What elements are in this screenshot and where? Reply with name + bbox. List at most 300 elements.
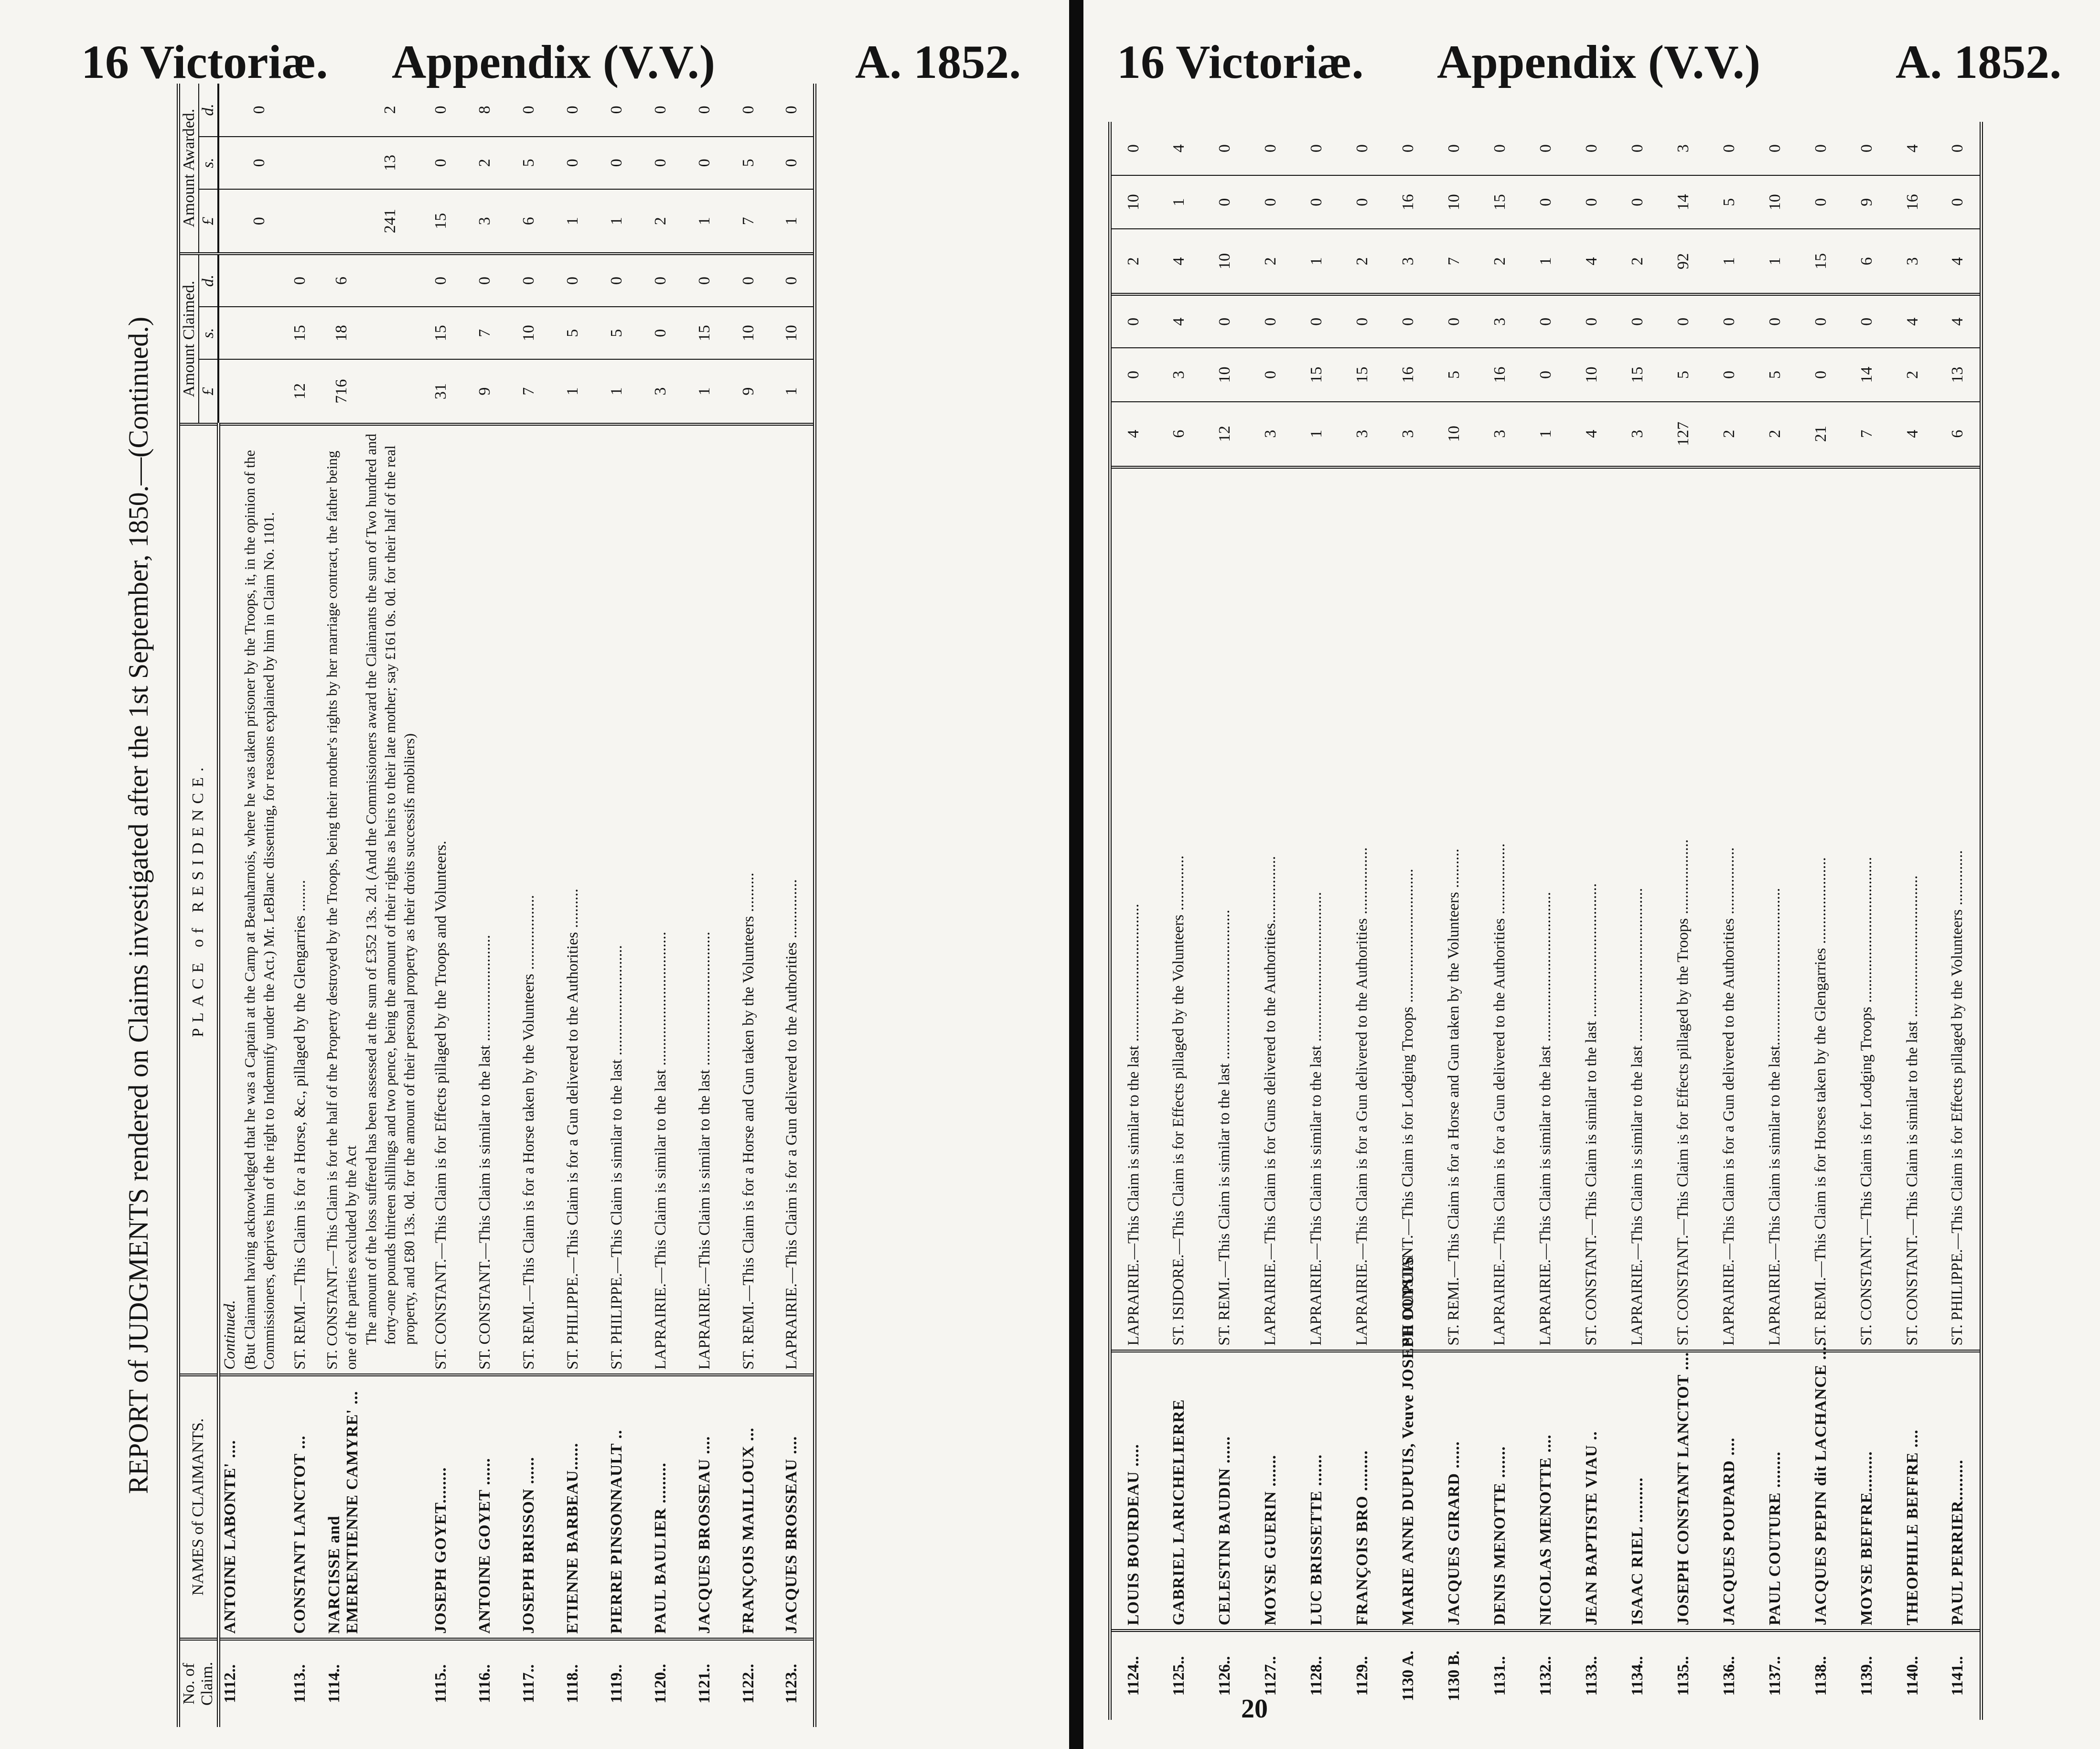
claim-number: 1113..: [279, 1639, 321, 1727]
awarded-pounds: 7: [1431, 229, 1477, 294]
claimed-pounds: 12: [1202, 402, 1248, 467]
awarded-pence: 0: [1720, 144, 1738, 153]
claimed-pence: 0: [279, 254, 321, 307]
col-header-place: PLACE of RESIDENCE.: [179, 424, 219, 1375]
residence: ST. REMI.—This Claim is for a Horse, &c., pillaged by the Glengarries ........: [279, 424, 321, 1375]
table-row: [1844, 122, 1890, 1720]
table-row: [1248, 122, 1294, 1720]
claimed-shillings: 15: [419, 307, 463, 360]
awarded-pence: 4: [1903, 144, 1921, 153]
claimed-pence: 0: [1385, 294, 1431, 348]
awarded-pounds: 1: [1294, 229, 1339, 294]
claim-number: 1122..: [727, 1639, 771, 1727]
awarded-pounds: 10: [1202, 229, 1248, 294]
awarded-shillings: 5: [507, 137, 551, 190]
claimed-pounds: 7: [1844, 402, 1890, 467]
claim-note: The amount of the loss suffered has been assessed at the sum of £352 13s. 2d. (And the Commissioners award the Claimants the sum of Two hundred and forty-one pounds thirteen shillings and two pence, being the amount of their rights as heirs to their late mother; say £161 0s. 0d. for their half of the real property, and £80 13s. 0d. for the amount of their personal property as their droits successifs mobiliers): [362, 424, 419, 1375]
table-row: [1202, 122, 1248, 1720]
claimed-pence: 0: [1798, 294, 1844, 348]
awarded-pence: 0: [1399, 144, 1417, 153]
claim-number: 1135..: [1661, 1631, 1706, 1720]
table-row: [218, 84, 240, 1727]
claim-number: 1118..: [551, 1639, 595, 1727]
awarded-pounds: 2: [639, 189, 683, 254]
claimed-pence: 0: [1615, 294, 1661, 348]
claimant-name: JOSEPH GOYET........: [419, 1375, 463, 1639]
awarded-pounds: 1: [771, 189, 814, 254]
claim-number: 1116..: [463, 1639, 507, 1727]
awarded-shillings: 5: [1706, 175, 1752, 229]
awarded-shillings: 0: [1339, 175, 1385, 229]
claimant-name: JOSEPH CONSTANT LANCTOT ....: [1661, 1351, 1706, 1631]
claimant-name: JACQUES BROSSEAU ....: [771, 1375, 814, 1639]
awarded-pence: 0: [608, 106, 625, 114]
awarded-shillings: 0: [639, 137, 683, 190]
awarded-pence: 3: [1674, 144, 1692, 153]
claimed-pence: 0: [1431, 294, 1477, 348]
claimant-name: GABRIEL LARICHELIERRE: [1156, 1351, 1202, 1631]
awarded-shillings: 0: [1294, 175, 1339, 229]
claimed-pence: 0: [595, 254, 639, 307]
awarded-pence: 0: [1766, 144, 1784, 153]
claim-number: 1141..: [1936, 1631, 1982, 1720]
awarded-pence: 0: [250, 106, 268, 114]
claim-number: 1139..: [1844, 1631, 1890, 1720]
claimed-shillings: 18: [321, 307, 362, 360]
claimant-name: ETIENNE BARBEAU......: [551, 1375, 595, 1639]
residence: LAPRAIRIE.—This Claim is for a Gun delivered to the Authorities ...............: [771, 424, 814, 1375]
awarded-shillings: 15: [1477, 175, 1523, 229]
page-number: 20: [1241, 1694, 1268, 1724]
awarded-pence: 0: [1307, 144, 1325, 153]
awarded-pence: 0: [1261, 144, 1279, 153]
claimed-pence: 3: [1477, 294, 1523, 348]
claimed-shillings: 5: [1752, 348, 1798, 401]
claimant-name: ISAAC RIEL ..........: [1615, 1351, 1661, 1631]
claimed-pence: 0: [639, 254, 683, 307]
claimed-pence: 0: [1523, 294, 1569, 348]
awarded-shillings: 2: [463, 137, 507, 190]
awarded-pounds: 3: [1890, 229, 1936, 294]
claimant-name: JEAN BAPTISTE VIAU ..: [1569, 1351, 1615, 1631]
col-header-no: No. of Claim.: [179, 1639, 219, 1727]
table-row: [1385, 122, 1431, 1720]
awarded-shillings: 0: [1569, 175, 1615, 229]
claim-number: 1140..: [1890, 1631, 1936, 1720]
claim-number: 1128..: [1294, 1631, 1339, 1720]
claimant-name: JOSEPH BRISSON ......: [507, 1375, 551, 1639]
claimed-pounds: 1: [1294, 402, 1339, 467]
awarded-pounds: 15: [1798, 229, 1844, 294]
table-row: [419, 84, 463, 1727]
claim-number: 1134..: [1615, 1631, 1661, 1720]
table-row-note: [240, 84, 279, 1727]
claims-table-continued: [1108, 122, 1983, 1720]
claimed-pounds: 3: [1248, 402, 1294, 467]
claimed-pence: 6: [321, 254, 362, 307]
claim-number: 1124..: [1110, 1631, 1156, 1720]
residence: ST. CONSTANT.—This Claim is for Effects pillaged by the Troops ...................: [1661, 467, 1706, 1351]
col-header-claimed: Amount Claimed.: [179, 254, 199, 424]
claim-number: 1114..: [321, 1639, 362, 1727]
col-header-names: NAMES of CLAIMANTS.: [179, 1375, 219, 1639]
residence: LAPRAIRIE.—This Claim is for a Gun delivered to the Authorities .................: [1706, 467, 1752, 1351]
awarded-shillings: 0: [771, 137, 814, 190]
claimed-shillings: 0: [1798, 348, 1844, 401]
judgments-table-left: [100, 84, 1029, 1727]
awarded-pence: 2: [381, 106, 399, 114]
awarded-pence: 4: [1169, 144, 1188, 153]
claim-number: 1129..: [1339, 1631, 1385, 1720]
residence: ST. CONSTANT.—This Claim is for Effects pillaged by the Troops and Volunteers.: [419, 424, 463, 1375]
claimant-name: PAUL PERRIER.........: [1936, 1351, 1982, 1631]
table-row: [1706, 122, 1752, 1720]
claimed-shillings: 5: [551, 307, 595, 360]
residence: ST. PHILIPPE.—This Claim is similar to the last ............................: [595, 424, 639, 1375]
claim-note: (But Claimant having acknowledged that he was a Captain at the Camp at Beauharnois, where he was taken prisoner by the Troops, it, in the opinion of the Commissioners, deprives him of the right to Indemnify under the Act.) Mr. LeBlanc dissenting, for reasons explained by him in Claim No. 1101.: [240, 424, 279, 1375]
claim-number: 1137..: [1752, 1631, 1798, 1720]
claimed-shillings: 10: [727, 307, 771, 360]
unit-shillings: s.: [199, 137, 218, 190]
residence: LAPRAIRIE.—This Claim is similar to the last ..................................: [683, 424, 727, 1375]
awarded-pounds: 6: [507, 189, 551, 254]
awarded-pounds: 7: [727, 189, 771, 254]
claimant-name: LOUIS BOURDEAU .....: [1110, 1351, 1156, 1631]
claimed-pounds: 9: [463, 359, 507, 424]
header-year: A. 1852.: [1896, 35, 2062, 88]
awarded-pence: 0: [1948, 144, 1966, 153]
awarded-pounds: 2: [1615, 229, 1661, 294]
residence: Continued.: [218, 424, 240, 1375]
table-row: [595, 84, 639, 1727]
claimed-pounds: 21: [1798, 402, 1844, 467]
claim-number: 1123..: [771, 1639, 814, 1727]
claimed-shillings: 13: [1936, 348, 1982, 401]
claimed-pence: 0: [683, 254, 727, 307]
claimed-shillings: 0: [1110, 348, 1156, 401]
awarded-pence: 0: [652, 106, 669, 114]
table-row: [1477, 122, 1523, 1720]
claim-number: 1119..: [595, 1639, 639, 1727]
claimant-name: PIERRE PINSONNAULT ..: [595, 1375, 639, 1639]
unit-pounds: £: [199, 189, 218, 254]
residence: LAPRAIRIE.—This Claim is for a Gun delivered to the Authorities ..................: [1477, 467, 1523, 1351]
awarded-pence: 0: [1582, 144, 1600, 153]
claimed-pounds: 1: [1523, 402, 1569, 467]
table-row: [463, 84, 507, 1727]
claimed-pounds: 716: [321, 359, 362, 424]
claimed-shillings: 3: [1156, 348, 1202, 401]
awarded-shillings: 16: [1385, 175, 1431, 229]
claim-number: 1138..: [1798, 1631, 1844, 1720]
claim-number: 1125..: [1156, 1631, 1202, 1720]
claimed-pounds: 3: [1615, 402, 1661, 467]
claim-number: 1130 A.: [1385, 1631, 1431, 1720]
residence: ST. CONSTANT.—This Claim is for the half of the Property destroyed by the Troops, being their mother's rights by her marriage contract, the father being one of the parties excluded by the Act: [321, 424, 362, 1375]
awarded-pence: 0: [1857, 144, 1875, 153]
claimant-name: MOYSE BEFFRE.........: [1844, 1351, 1890, 1631]
claim-number: 1127..: [1248, 1631, 1294, 1720]
claimed-pounds: 4: [1890, 402, 1936, 467]
claim-number: 1115..: [419, 1639, 463, 1727]
claim-number: 1131..: [1477, 1631, 1523, 1720]
awarded-pounds: 2: [1248, 229, 1294, 294]
residence: LAPRAIRIE.—This Claim is for Guns delivered to the Authorities.................: [1248, 467, 1294, 1351]
claimed-pence: 4: [1936, 294, 1982, 348]
residence: LAPRAIRIE.—This Claim is similar to the last ..................................: [639, 424, 683, 1375]
claimant-name: NARCISSE and EMERENTIENNE CAMYRE' ...: [321, 1375, 362, 1639]
claimed-shillings: 7: [463, 307, 507, 360]
claimed-pence: 0: [1661, 294, 1706, 348]
residence: ST. CONSTANT.—This Claim is similar to the last ....................................: [1890, 467, 1936, 1351]
claimed-pounds: 127: [1661, 402, 1706, 467]
residence: ST. CONSTANT.—This Claim is for Lodging Troops .....................................: [1844, 467, 1890, 1351]
claimed-shillings: 14: [1844, 348, 1890, 401]
claimed-pence: 0: [1294, 294, 1339, 348]
residence: ST. CONSTANT.—This Claim is similar to the last ...........................: [463, 424, 507, 1375]
unit-pounds: £: [199, 359, 218, 424]
awarded-shillings: 9: [1844, 175, 1890, 229]
awarded-pence: 0: [1353, 144, 1371, 153]
claim-number: 1133..: [1569, 1631, 1615, 1720]
table-row: [727, 84, 771, 1727]
claimant-name: THEOPHILE BEFFRE ....: [1890, 1351, 1936, 1631]
claimant-name: PAUL BAULIER .........: [639, 1375, 683, 1639]
claimed-pence: 0: [1569, 294, 1615, 348]
claimant-name: ANTOINE LABONTE' ....: [218, 1375, 240, 1639]
header-appendix: Appendix (V.V.): [1437, 35, 1761, 88]
col-header-awarded: Amount Awarded.: [179, 84, 199, 254]
awarded-pounds: 92: [1661, 229, 1706, 294]
claimed-shillings: 0: [1248, 348, 1294, 401]
claimed-pounds: 3: [1339, 402, 1385, 467]
awarded-shillings: 0: [551, 137, 595, 190]
table-row: [683, 84, 727, 1727]
claimed-shillings: 10: [771, 307, 814, 360]
awarded-pence: 0: [1628, 144, 1646, 153]
residence: ST. ISIDORE.—This Claim is for Effects pillaged by the Volunteers ..............: [1156, 467, 1202, 1351]
claimed-pounds: 1: [551, 359, 595, 424]
claimed-shillings: 15: [1615, 348, 1661, 401]
awarded-shillings: 10: [1431, 175, 1477, 229]
claimant-name: JACQUES GIRARD ......: [1431, 1351, 1477, 1631]
report-title: REPORT of JUDGMENTS rendered on Claims investigated after the 1st September, 1850.—(Continued.): [123, 316, 154, 1494]
awarded-pounds: 4: [1936, 229, 1982, 294]
claimed-shillings: 2: [1890, 348, 1936, 401]
claim-number: 1130 B.: [1431, 1631, 1477, 1720]
awarded-pounds: 1: [1752, 229, 1798, 294]
claimed-shillings: 5: [1431, 348, 1477, 401]
claimed-pounds: 4: [1110, 402, 1156, 467]
claimed-pence: 4: [1890, 294, 1936, 348]
awarded-pence: 0: [564, 106, 581, 114]
table-row: [1661, 122, 1706, 1720]
claim-number: 1120..: [639, 1639, 683, 1727]
claimant-name: FRANÇOIS BRO .........: [1339, 1351, 1385, 1631]
awarded-shillings: 0: [240, 137, 279, 190]
claimant-name: CELESTIN BAUDIN ......: [1202, 1351, 1248, 1631]
claimed-shillings: 10: [1202, 348, 1248, 401]
awarded-pounds: 4: [1156, 229, 1202, 294]
claimed-pence: 0: [463, 254, 507, 307]
claimed-shillings: 0: [1523, 348, 1569, 401]
claimed-shillings: 5: [1661, 348, 1706, 401]
claimed-pounds: 3: [639, 359, 683, 424]
header-session: 16 Victoriæ.: [81, 35, 328, 88]
awarded-pounds: 1: [551, 189, 595, 254]
claimed-pence: 0: [771, 254, 814, 307]
claimed-pounds: 12: [279, 359, 321, 424]
claimed-shillings: 16: [1477, 348, 1523, 401]
claimed-pence: 0: [1248, 294, 1294, 348]
awarded-pounds: 1: [595, 189, 639, 254]
awarded-shillings: 0: [1523, 175, 1569, 229]
table-row: [1936, 122, 1982, 1720]
awarded-pounds: 1: [683, 189, 727, 254]
awarded-pounds: 1: [1706, 229, 1752, 294]
claimed-pence: 0: [1110, 294, 1156, 348]
claim-number: 1121..: [683, 1639, 727, 1727]
header-appendix: Appendix (V.V.): [392, 35, 716, 88]
table-row: [771, 84, 814, 1727]
table-row: [507, 84, 551, 1727]
claimed-pence: 0: [507, 254, 551, 307]
awarded-pounds: 2: [1110, 229, 1156, 294]
claimed-pence: 0: [1706, 294, 1752, 348]
table-row-note: [362, 84, 419, 1727]
awarded-pounds: 241: [362, 189, 419, 254]
table-row: [1615, 122, 1661, 1720]
awarded-shillings: 14: [1661, 175, 1706, 229]
awarded-pence: 0: [1536, 144, 1554, 153]
claimant-name: NICOLAS MENOTTE ....: [1523, 1351, 1569, 1631]
awarded-pounds: 3: [1385, 229, 1431, 294]
claimed-pounds: 1: [595, 359, 639, 424]
claimed-pounds: 2: [1706, 402, 1752, 467]
residence: LAPRAIRIE.—This Claim is similar to the last ......................................: [1294, 467, 1339, 1351]
claimant-name: CONSTANT LANCTOT ...: [279, 1375, 321, 1639]
claimed-pounds: 6: [1936, 402, 1982, 467]
residence: ST. REMI.—This Claim is for a Horse taken by the Volunteers ...................: [507, 424, 551, 1375]
unit-shillings: s.: [199, 307, 218, 360]
claim-number: 1132..: [1523, 1631, 1569, 1720]
awarded-pence: 0: [1811, 144, 1830, 153]
table-row: [551, 84, 595, 1727]
claimed-shillings: 10: [1569, 348, 1615, 401]
awarded-shillings: 0: [683, 137, 727, 190]
awarded-pounds: 2: [1477, 229, 1523, 294]
claimed-shillings: 0: [639, 307, 683, 360]
awarded-shillings: 5: [727, 137, 771, 190]
awarded-pounds: 6: [1844, 229, 1890, 294]
claimed-shillings: 0: [1706, 348, 1752, 401]
claimed-pounds: 4: [1569, 402, 1615, 467]
table-row: [279, 84, 321, 1727]
residence: ST. REMI.—This Claim is for Horses taken by the Glengarries ......................: [1798, 467, 1844, 1351]
table-row: [1752, 122, 1798, 1720]
residence: ST. REMI.—This Claim is for a Horse and Gun taken by the Volunteers ..........: [727, 424, 771, 1375]
header-year: A. 1852.: [855, 35, 1021, 88]
unit-pence: d.: [199, 84, 218, 137]
residence: ST. PHILIPPE.—This Claim is for Effects pillaged by the Volunteers ..............: [1936, 467, 1982, 1351]
residence: ST. CONSTANT.—This Claim is similar to the last ..................................: [1569, 467, 1615, 1351]
awarded-pounds: 0: [240, 189, 279, 254]
claimed-pounds: 3: [1477, 402, 1523, 467]
claimed-shillings: 15: [1339, 348, 1385, 401]
claimed-pence: 0: [1844, 294, 1890, 348]
claim-number: 1117..: [507, 1639, 551, 1727]
awarded-shillings: 1: [1156, 175, 1202, 229]
residence: ST. PHILIPPE.—This Claim is for a Gun delivered to the Authorities ..........: [551, 424, 595, 1375]
table-row: [1339, 122, 1385, 1720]
claimant-name: JACQUES BROSSEAU ....: [683, 1375, 727, 1639]
claimant-name: JACQUES POUPARD ....: [1706, 1351, 1752, 1631]
awarded-shillings: 0: [1202, 175, 1248, 229]
awarded-shillings: 0: [1798, 175, 1844, 229]
awarded-pence: 0: [739, 106, 757, 114]
awarded-shillings: 0: [1615, 175, 1661, 229]
residence: ST. CONSTANT.—This Claim is for Lodging Troops ..................................: [1385, 467, 1431, 1351]
claimed-pounds: 9: [727, 359, 771, 424]
awarded-pence: 0: [696, 106, 713, 114]
claimed-pounds: 2: [1752, 402, 1798, 467]
table-row: [321, 84, 362, 1727]
awarded-pence: 0: [1445, 144, 1463, 153]
residence: LAPRAIRIE.—This Claim is similar to the last ......................................: [1523, 467, 1569, 1351]
unit-pence: d.: [199, 254, 218, 307]
awarded-shillings: 13: [362, 137, 419, 190]
table-row: [1798, 122, 1844, 1720]
judgments-table-right: [1108, 122, 1990, 1720]
claimed-pounds: 10: [1431, 402, 1477, 467]
claimed-pounds: 1: [683, 359, 727, 424]
claimed-pence: 0: [727, 254, 771, 307]
claimant-name: MARIE ANNE DUPUIS, Veuve JOSEPH DUPUIS: [1385, 1351, 1431, 1631]
claimed-pence: 0: [1752, 294, 1798, 348]
claimed-shillings: 16: [1385, 348, 1431, 401]
claimant-name: FRANÇOIS MAILLOUX ...: [727, 1375, 771, 1639]
claims-table: [177, 84, 816, 1727]
claimed-pence: 0: [551, 254, 595, 307]
awarded-shillings: 10: [1110, 175, 1156, 229]
claimed-shillings: 15: [683, 307, 727, 360]
claimed-pence: 4: [1156, 294, 1202, 348]
table-row: [1110, 122, 1156, 1720]
awarded-pence: 0: [782, 106, 801, 114]
residence: ST. REMI.—This Claim is for a Horse and Gun taken by the Volunteers ..........: [1431, 467, 1477, 1351]
awarded-shillings: 0: [595, 137, 639, 190]
claimed-pounds: 3: [1385, 402, 1431, 467]
awarded-shillings: 16: [1890, 175, 1936, 229]
table-row: [1431, 122, 1477, 1720]
right-page: [1083, 0, 2100, 1749]
claimed-pence: 0: [419, 254, 463, 307]
residence: LAPRAIRIE.—This Claim is similar to the last .......................................: [1615, 467, 1661, 1351]
residence: LAPRAIRIE.—This Claim is for a Gun delivered to the Authorities .................: [1339, 467, 1385, 1351]
awarded-shillings: 0: [1936, 175, 1982, 229]
awarded-pounds: 3: [463, 189, 507, 254]
claimed-shillings: 10: [507, 307, 551, 360]
awarded-shillings: 0: [419, 137, 463, 190]
awarded-pence: 8: [476, 106, 493, 114]
claimed-shillings: 5: [595, 307, 639, 360]
claimed-pounds: 31: [419, 359, 463, 424]
table-row: [1569, 122, 1615, 1720]
awarded-shillings: 0: [1248, 175, 1294, 229]
residence: LAPRAIRIE.—This Claim is similar to the last........................................: [1752, 467, 1798, 1351]
claim-number: 1126..: [1202, 1631, 1248, 1720]
claimed-pence: 0: [1202, 294, 1248, 348]
